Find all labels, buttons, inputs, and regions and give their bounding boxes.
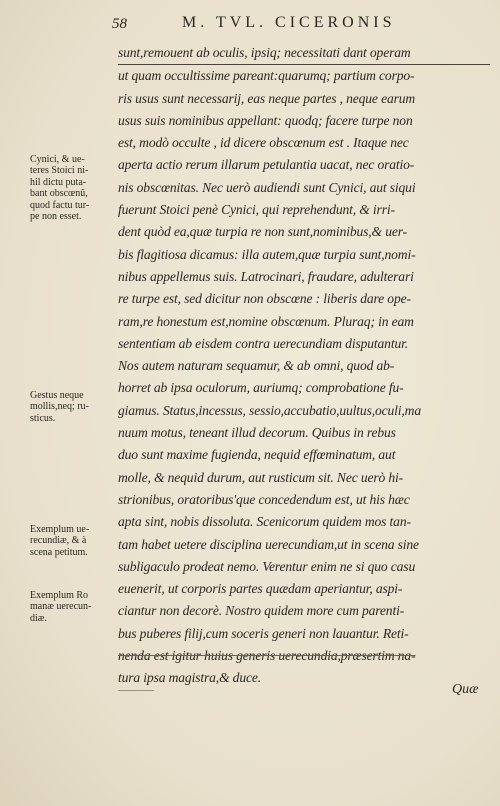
text-line: dent quòd ea,quæ turpia re non sunt,nominibus,& uer-: [118, 224, 407, 240]
text-line: bis flagitiosa dicamus: illa autem,quæ turpia sunt,nomi-: [118, 246, 416, 262]
marginal-note-line: Gestus neque: [30, 390, 84, 401]
text-line: aperta actio rerum illarum petulantia uacat, nec oratio-: [118, 157, 415, 173]
marginal-note-line: quod factu tur-: [30, 199, 90, 211]
running-title: M. TVL. CICERONIS: [182, 14, 396, 31]
text-line: est, modò occulte , id dicere obscœnum est . Itaque nec: [118, 135, 409, 151]
text-line: tura ipsa magistra,& duce.: [118, 670, 261, 686]
main-text-block: [118, 42, 490, 690]
marginal-note-line: teres Stoici ni-: [30, 165, 89, 177]
page-number: 58: [112, 16, 127, 32]
text-line: ris usus sunt necessarij, eas neque partes , neque earum: [118, 90, 416, 106]
marginal-note-line: recundiæ, & à: [30, 535, 87, 547]
text-line: Nos autem naturam sequamur, & ab omni, quod ab-: [118, 358, 395, 374]
marginal-note-line: Cynici, & ue-: [30, 154, 85, 165]
text-line: ut quam occultissime pareant:quarumq; partium corpo-: [118, 68, 415, 84]
marginal-note-line: pe non esset.: [30, 211, 82, 223]
marginal-note-line: manæ uerecun-: [30, 601, 92, 613]
marginal-note-scena: [30, 524, 120, 558]
text-line: euenerit, ut corporis partes quædam aperiantur, aspi-: [118, 581, 403, 597]
text-line: sententiam ab eisdem contra uerecundiam disputantur.: [118, 335, 408, 351]
ink-rule: [118, 690, 154, 691]
text-line: fuerunt Stoici penè Cynici, qui reprehendunt, & irri-: [118, 202, 395, 218]
text-line: nuum motus, teneant illud decorum. Quibus in rebus: [118, 425, 396, 441]
text-line: molle, & nequid durum, aut rusticum sit. Nec uerò hi-: [118, 469, 404, 485]
text-line: ciantur non decorè. Nostro quidem more cum parenti-: [118, 603, 405, 619]
marginal-note-line: Exemplum ue-: [30, 524, 90, 535]
marginal-note-line: mollis,neq; ru-: [30, 401, 89, 413]
text-line: re turpe est, sed dicitur non obscœne : liberis dare ope-: [118, 291, 411, 307]
text-line: subligaculo prodeat nemo. Verentur enim ne si quo casu: [118, 558, 416, 574]
text-line: ram,re honestum est,nomine obscœnum. Pluraq; in eam: [118, 313, 414, 329]
text-line: usus suis nominibus appellant: quodq; facere turpe non: [118, 112, 413, 128]
marginal-note-cynici: [30, 154, 120, 222]
catchword: Quæ: [452, 682, 479, 697]
marginal-note-line: bant obscœnũ,: [30, 188, 88, 200]
text-line: bus puberes filij,cum soceris generi non lauantur. Reti-: [118, 625, 409, 641]
text-line: apta sint, nobis dissoluta. Scenicorum quidem mos tan-: [118, 514, 411, 530]
text-line: duo sunt maxime fugienda, nequid effœminatum, aut: [118, 447, 396, 463]
marginal-note-line: Exemplum Ro: [30, 590, 89, 601]
text-line: horret ab ipsa oculorum, auriumq; comprobatione fu-: [118, 380, 404, 396]
marginal-note-romana: [30, 590, 120, 624]
text-line: nis obscœnitas. Nec uerò audiendi sunt Cynici, aut siqui: [118, 179, 416, 195]
text-line: sunt,remouent ab oculis, ipsiq; necessitati dant operam: [118, 42, 490, 65]
text-line: tam habet uetere disciplina uerecundiam,ut in scena sine: [118, 536, 419, 552]
text-line: strionibus, oratoribus'que concedendum est, ut his hæc: [118, 491, 410, 507]
text-line: giamus. Status,incessus, sessio,accubatio,uultus,oculi,ma: [118, 402, 421, 418]
marginal-note-gestus: [30, 390, 120, 424]
text-line: nibus appellemus suis. Latrocinari, fraudare, adulterari: [118, 268, 414, 284]
marginal-note-line: hil dictu puta-: [30, 176, 87, 188]
marginal-note-line: scena petitum.: [30, 546, 88, 558]
marginal-note-line: sticus.: [30, 412, 56, 424]
text-line: nenda est igitur huius generis uerecundia,præsertim na-: [118, 648, 416, 664]
page-header: [0, 14, 500, 38]
marginal-note-line: diæ.: [30, 612, 47, 624]
